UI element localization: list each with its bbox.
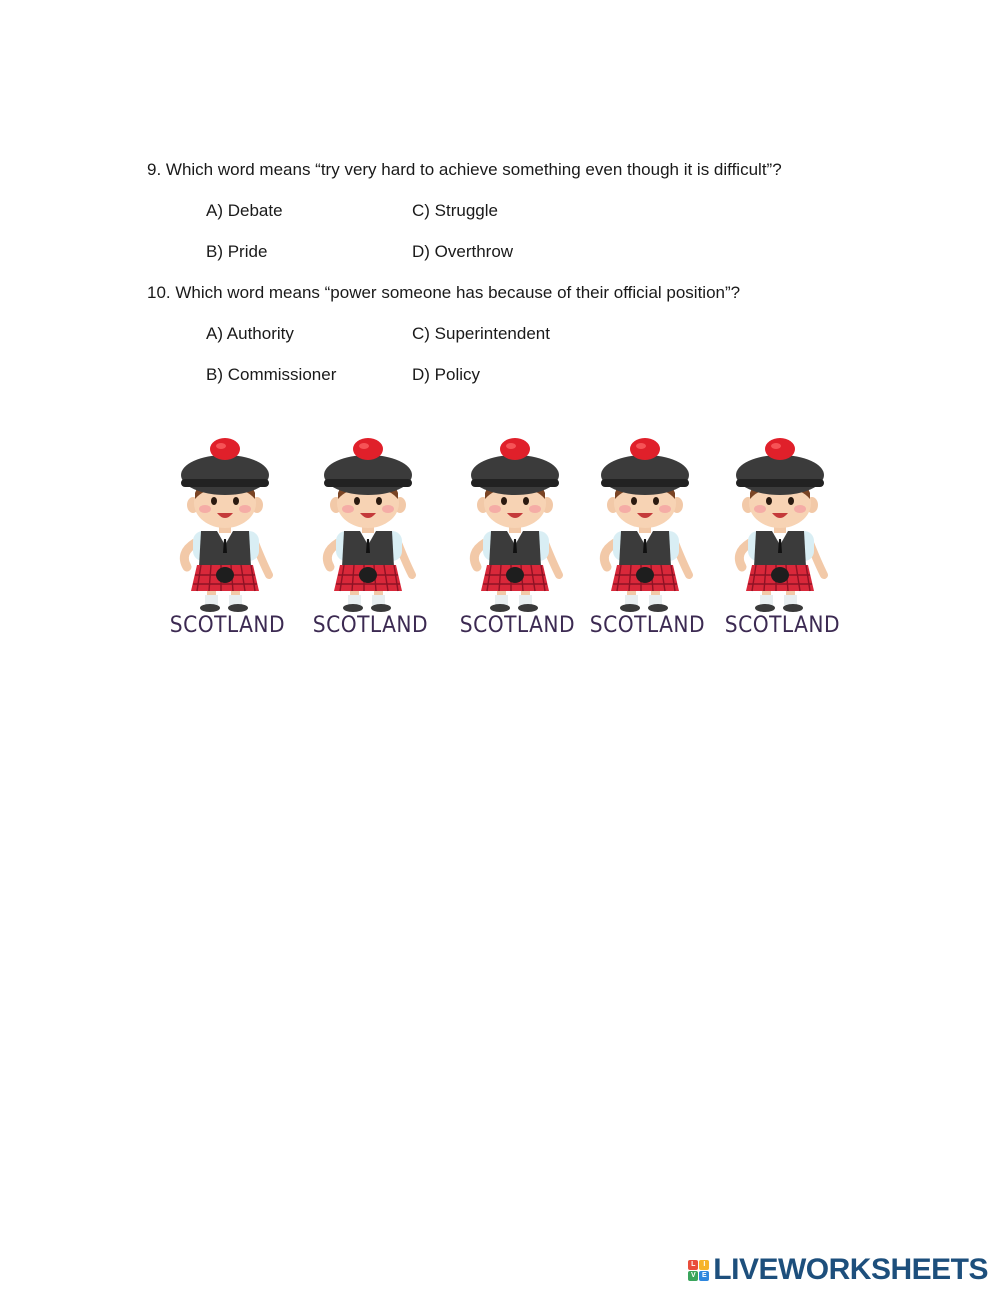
q9-option-c[interactable]: C) Struggle — [412, 201, 498, 220]
logo-text: LIVEWORKSHEETS — [713, 1253, 988, 1286]
scotland-label: SCOTLAND — [589, 613, 706, 638]
scottish-kids-illustration — [160, 435, 850, 650]
q10-option-b[interactable]: B) Commissioner — [206, 365, 337, 384]
scottish-kid-figure — [585, 435, 705, 650]
scotland-label: SCOTLAND — [312, 613, 429, 638]
q9-option-b[interactable]: B) Pride — [206, 242, 268, 261]
logo-badge-letter: E — [699, 1271, 709, 1281]
liveworksheets-logo — [688, 1250, 988, 1290]
q10-option-d[interactable]: D) Policy — [412, 365, 481, 384]
q10-option-a[interactable]: A) Authority — [206, 324, 294, 343]
logo-badge-icon — [688, 1260, 709, 1281]
scottish-kid-figure — [455, 435, 575, 650]
scotland-label: SCOTLAND — [459, 613, 576, 638]
logo-badge-letter: I — [699, 1260, 709, 1270]
q9-option-a[interactable]: A) Debate — [206, 201, 283, 220]
logo-badge-letter: L — [688, 1260, 698, 1270]
logo-badge-letter: V — [688, 1271, 698, 1281]
scottish-kid-figure — [308, 435, 428, 650]
q10-option-c[interactable]: C) Superintendent — [412, 324, 550, 343]
scotland-label: SCOTLAND — [724, 613, 841, 638]
q9-option-d[interactable]: D) Overthrow — [412, 242, 514, 261]
question-9: 9. Which word means “try very hard to achieve something even though it is difficult”? — [147, 160, 782, 179]
scotland-label: SCOTLAND — [169, 613, 286, 638]
scottish-kid-figure — [720, 435, 840, 650]
scottish-kid-figure — [165, 435, 285, 650]
question-10: 10. Which word means “power someone has because of their official position”? — [147, 283, 741, 302]
